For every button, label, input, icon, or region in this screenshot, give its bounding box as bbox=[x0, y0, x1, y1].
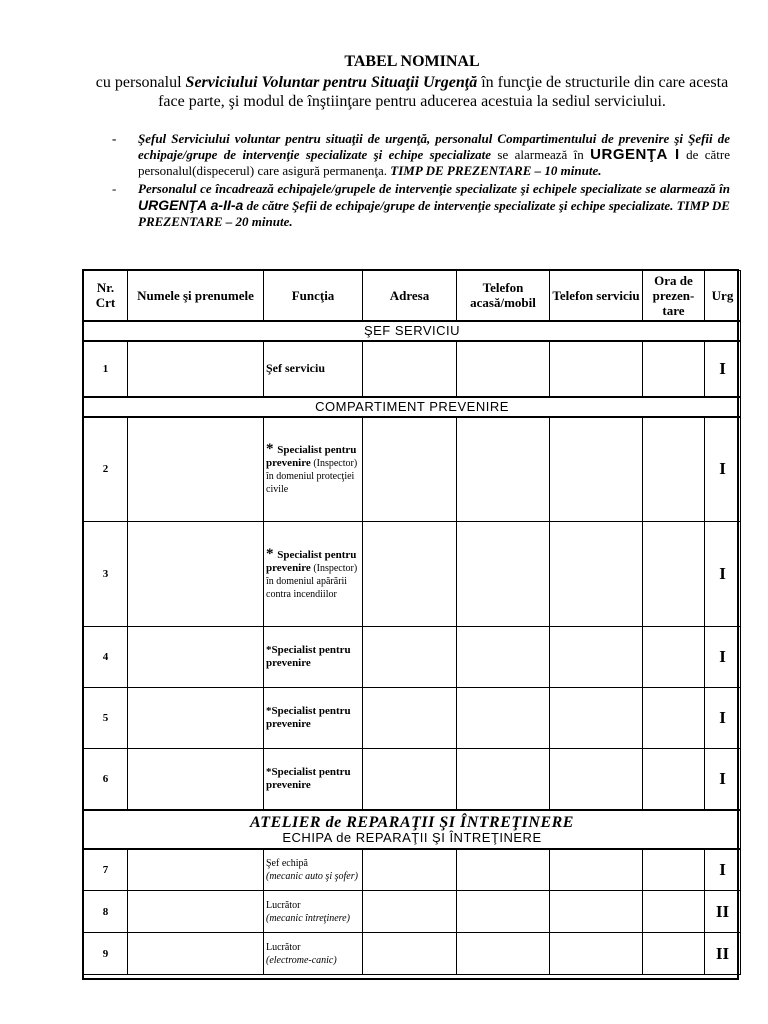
cell-arrival-time bbox=[643, 522, 705, 627]
cell-phone-home bbox=[457, 688, 550, 749]
cell-arrival-time bbox=[643, 749, 705, 810]
function-text: *Specialist pentru prevenire bbox=[266, 705, 351, 730]
alarm-notes bbox=[112, 131, 730, 232]
function-text: Lucrător bbox=[266, 941, 301, 953]
section-atelier bbox=[84, 810, 741, 849]
function-star: * bbox=[266, 545, 278, 562]
cell-arrival-time bbox=[643, 417, 705, 522]
note-urgency-2 bbox=[112, 181, 730, 230]
cell-phone-home bbox=[457, 341, 550, 397]
cell-function bbox=[264, 341, 363, 397]
row-nr: 4 bbox=[84, 627, 128, 688]
header-nr: Nr. Crt bbox=[84, 271, 128, 321]
cell-name bbox=[128, 522, 264, 627]
cell-phone-home bbox=[457, 891, 550, 933]
cell-address bbox=[363, 341, 457, 397]
row-nr: 5 bbox=[84, 688, 128, 749]
header-phone-work: Telefon serviciu bbox=[550, 271, 643, 321]
cell-urgency: II bbox=[705, 933, 741, 975]
cell-phone-work bbox=[550, 891, 643, 933]
note-2-urgency: URGENŢA a-II-a bbox=[138, 197, 244, 213]
cell-address bbox=[363, 891, 457, 933]
cell-function bbox=[264, 849, 363, 891]
cell-function bbox=[264, 688, 363, 749]
table-row bbox=[84, 933, 741, 975]
cell-function bbox=[264, 891, 363, 933]
cell-function bbox=[264, 417, 363, 522]
function-text: Specialist pentru prevenire bbox=[266, 443, 357, 469]
section-row bbox=[84, 321, 741, 341]
cell-address bbox=[363, 627, 457, 688]
cell-phone-home bbox=[457, 749, 550, 810]
cell-arrival-time bbox=[643, 341, 705, 397]
cell-arrival-time bbox=[643, 933, 705, 975]
note-1-urgency: URGENŢA I bbox=[590, 146, 680, 163]
note-2-part-2: de către Şefii de echipaje/grupe de intervenţie specializate şi echipe specializate. TIMP DE PREZENTARE – 20 minute. bbox=[138, 198, 730, 229]
cell-address bbox=[363, 688, 457, 749]
cell-name bbox=[128, 688, 264, 749]
note-urgency-1 bbox=[112, 131, 730, 179]
cell-urgency: I bbox=[705, 849, 741, 891]
cell-name bbox=[128, 891, 264, 933]
cell-phone-work bbox=[550, 933, 643, 975]
cell-address bbox=[363, 522, 457, 627]
section-prevenire: COMPARTIMENT PREVENIRE bbox=[84, 397, 741, 417]
cell-name bbox=[128, 417, 264, 522]
table-row bbox=[84, 688, 741, 749]
cell-function bbox=[264, 627, 363, 688]
section-atelier-subtitle: ECHIPA de REPARAŢII ŞI ÎNTREŢINERE bbox=[282, 829, 542, 845]
table-header-row bbox=[84, 271, 741, 321]
cell-address bbox=[363, 417, 457, 522]
table-row bbox=[84, 749, 741, 810]
section-atelier-title: ATELIER de REPARAŢII ŞI ÎNTREŢINERE bbox=[250, 813, 574, 831]
cell-phone-home bbox=[457, 522, 550, 627]
function-text: Lucrător bbox=[266, 899, 301, 911]
row-nr: 7 bbox=[84, 849, 128, 891]
function-text: Specialist pentru prevenire bbox=[266, 548, 357, 574]
cell-phone-work bbox=[550, 849, 643, 891]
section-sef-serviciu: ŞEF SERVICIU bbox=[84, 321, 741, 341]
note-1-time: TIMP DE PREZENTARE – 10 minute. bbox=[390, 163, 602, 178]
cell-urgency: I bbox=[705, 688, 741, 749]
personnel-table bbox=[83, 270, 741, 975]
cell-phone-home bbox=[457, 417, 550, 522]
cell-phone-work bbox=[550, 749, 643, 810]
function-text: *Specialist pentru prevenire bbox=[266, 644, 351, 669]
table-row bbox=[84, 627, 741, 688]
cell-phone-home bbox=[457, 849, 550, 891]
cell-urgency: I bbox=[705, 341, 741, 397]
function-text: Şef serviciu bbox=[266, 360, 325, 375]
cell-name bbox=[128, 627, 264, 688]
table-row bbox=[84, 417, 741, 522]
cell-phone-work bbox=[550, 417, 643, 522]
cell-name bbox=[128, 933, 264, 975]
cell-function bbox=[264, 522, 363, 627]
section-row bbox=[84, 397, 741, 417]
table-row bbox=[84, 341, 741, 397]
note-dash: - bbox=[112, 181, 117, 196]
cell-urgency: I bbox=[705, 522, 741, 627]
cell-name bbox=[128, 749, 264, 810]
cell-phone-home bbox=[457, 627, 550, 688]
function-star: * bbox=[266, 440, 278, 457]
cell-arrival-time bbox=[643, 688, 705, 749]
note-1-part-1: Şeful Serviciului voluntar pentru situaţii de urgenţă, personalul Compartimentului de prevenire şi Şefii de echipaje/grupe de intervenţie specializate şi echipe specializate bbox=[138, 131, 730, 162]
note-1-part-2: se alarmează în bbox=[491, 147, 591, 162]
header-phone-home: Telefon acasă/mobil bbox=[457, 271, 550, 321]
cell-address bbox=[363, 749, 457, 810]
function-detail: (Inspector) în domeniul apărării contra incendiilor bbox=[266, 562, 358, 600]
cell-phone-work bbox=[550, 341, 643, 397]
document-title: TABEL NOMINAL bbox=[344, 53, 480, 70]
row-nr: 3 bbox=[84, 522, 128, 627]
function-text: Şef echipă bbox=[266, 857, 308, 869]
header-name: Numele şi prenumele bbox=[128, 271, 264, 321]
cell-function bbox=[264, 749, 363, 810]
cell-phone-home bbox=[457, 933, 550, 975]
table-row bbox=[84, 891, 741, 933]
row-nr: 1 bbox=[84, 341, 128, 397]
row-nr: 2 bbox=[84, 417, 128, 522]
function-detail: (mecanic auto şi şofer) bbox=[266, 870, 358, 882]
cell-name bbox=[128, 849, 264, 891]
cell-function bbox=[264, 933, 363, 975]
document-header bbox=[88, 53, 736, 111]
table-row bbox=[84, 849, 741, 891]
subtitle-post: în funcţie de structurile din care acesta face parte, şi modul de înştiinţare pentru aducerea acestuia la sediul serviciului. bbox=[158, 74, 729, 110]
cell-address bbox=[363, 933, 457, 975]
function-detail: (Inspector) în domeniul protecţiei civile bbox=[266, 457, 358, 495]
cell-phone-work bbox=[550, 627, 643, 688]
header-urgency: Urg bbox=[705, 271, 741, 321]
section-row bbox=[84, 810, 741, 849]
note-2-part-1: Personalul ce încadrează echipajele/grupele de intervenţie specializate şi echipele specializate se alarmează în bbox=[138, 181, 730, 196]
document-subtitle bbox=[88, 73, 736, 111]
cell-arrival-time bbox=[643, 627, 705, 688]
cell-phone-work bbox=[550, 688, 643, 749]
note-1-part-3: de către personalul(dispecerul) care asigură permanenţa. bbox=[138, 147, 730, 178]
row-nr: 6 bbox=[84, 749, 128, 810]
cell-urgency: I bbox=[705, 417, 741, 522]
cell-urgency: I bbox=[705, 749, 741, 810]
function-text: *Specialist pentru prevenire bbox=[266, 765, 351, 791]
row-nr: 9 bbox=[84, 933, 128, 975]
cell-arrival-time bbox=[643, 891, 705, 933]
cell-phone-work bbox=[550, 522, 643, 627]
subtitle-pre: cu personalul bbox=[95, 74, 186, 91]
cell-address bbox=[363, 849, 457, 891]
header-function: Funcţia bbox=[264, 271, 363, 321]
header-address: Adresa bbox=[363, 271, 457, 321]
note-dash: - bbox=[112, 131, 117, 146]
cell-arrival-time bbox=[643, 849, 705, 891]
subtitle-service-name: Serviciului Voluntar pentru Situaţii Urgenţă bbox=[185, 74, 478, 91]
function-detail: (electrome-canic) bbox=[266, 954, 337, 966]
table-row bbox=[84, 522, 741, 627]
cell-name bbox=[128, 341, 264, 397]
row-nr: 8 bbox=[84, 891, 128, 933]
cell-urgency: II bbox=[705, 891, 741, 933]
cell-urgency: I bbox=[705, 627, 741, 688]
header-arrival-time: Ora de prezen-tare bbox=[643, 271, 705, 321]
function-detail: (mecanic întreţinere) bbox=[266, 912, 350, 924]
